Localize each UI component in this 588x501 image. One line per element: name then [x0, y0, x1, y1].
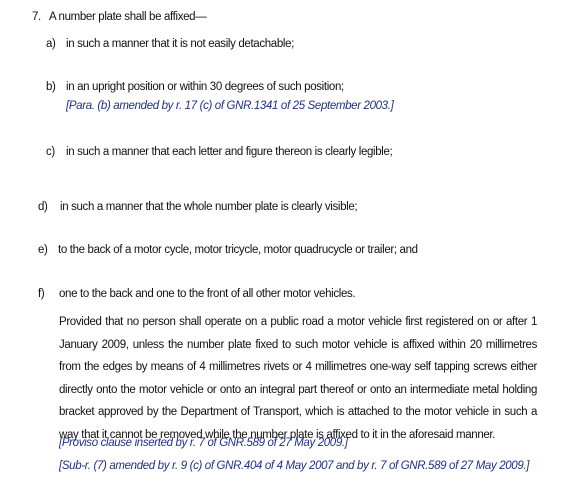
item-c-text: in such a manner that each letter and figure thereon is clearly legible;: [66, 146, 393, 158]
item-d-label: d): [38, 201, 48, 213]
section-intro: A number plate shall be affixed—: [49, 11, 207, 23]
subsection-amendment: [Sub-r. (7) amended by r. 9 (c) of GNR.404 of 4 May 2007 and by r. 7 of GNR.589 of 27 May 2009.]: [59, 460, 530, 472]
item-b-label: b): [46, 81, 56, 93]
section-number: 7.: [32, 11, 41, 23]
item-e-label: e): [38, 244, 48, 256]
item-f-text: one to the back and one to the front of all other motor vehicles.: [59, 288, 356, 300]
item-b-text: in an upright position or within 30 degrees of such position;: [66, 81, 344, 93]
item-c-label: c): [46, 146, 55, 158]
item-b-amendment: [Para. (b) amended by r. 17 (c) of GNR.1341 of 25 September 2003.]: [66, 100, 394, 112]
item-f-proviso: Provided that no person shall operate on a public road a motor vehicle first registered on or after 1 January 2009, unless the number plate fixed to such motor vehicle is affixed within 20 millimetres from the edges by means of 4 millimetres rivets or 4 millimetres one-way self tapping screws either directly onto the motor vehicle or onto an integral part thereof or onto an intermediate metal holding bracket approved by the Department of Transport, which is attached to the motor vehicle in such a way that it cannot be removed while the number plate is affixed to it in the aforesaid manner.: [59, 316, 537, 441]
item-e-text: to the back of a motor cycle, motor tricycle, motor quadrucycle or trailer; and: [58, 244, 418, 256]
item-a-text: in such a manner that it is not easily detachable;: [66, 38, 294, 50]
item-a-label: a): [46, 38, 56, 50]
item-d-text: in such a manner that the whole number plate is clearly visible;: [60, 201, 358, 213]
proviso-amendment: [Proviso clause inserted by r. 7 of GNR.589 of 27 May 2009.]: [59, 437, 348, 449]
item-f-label: f): [38, 288, 45, 300]
